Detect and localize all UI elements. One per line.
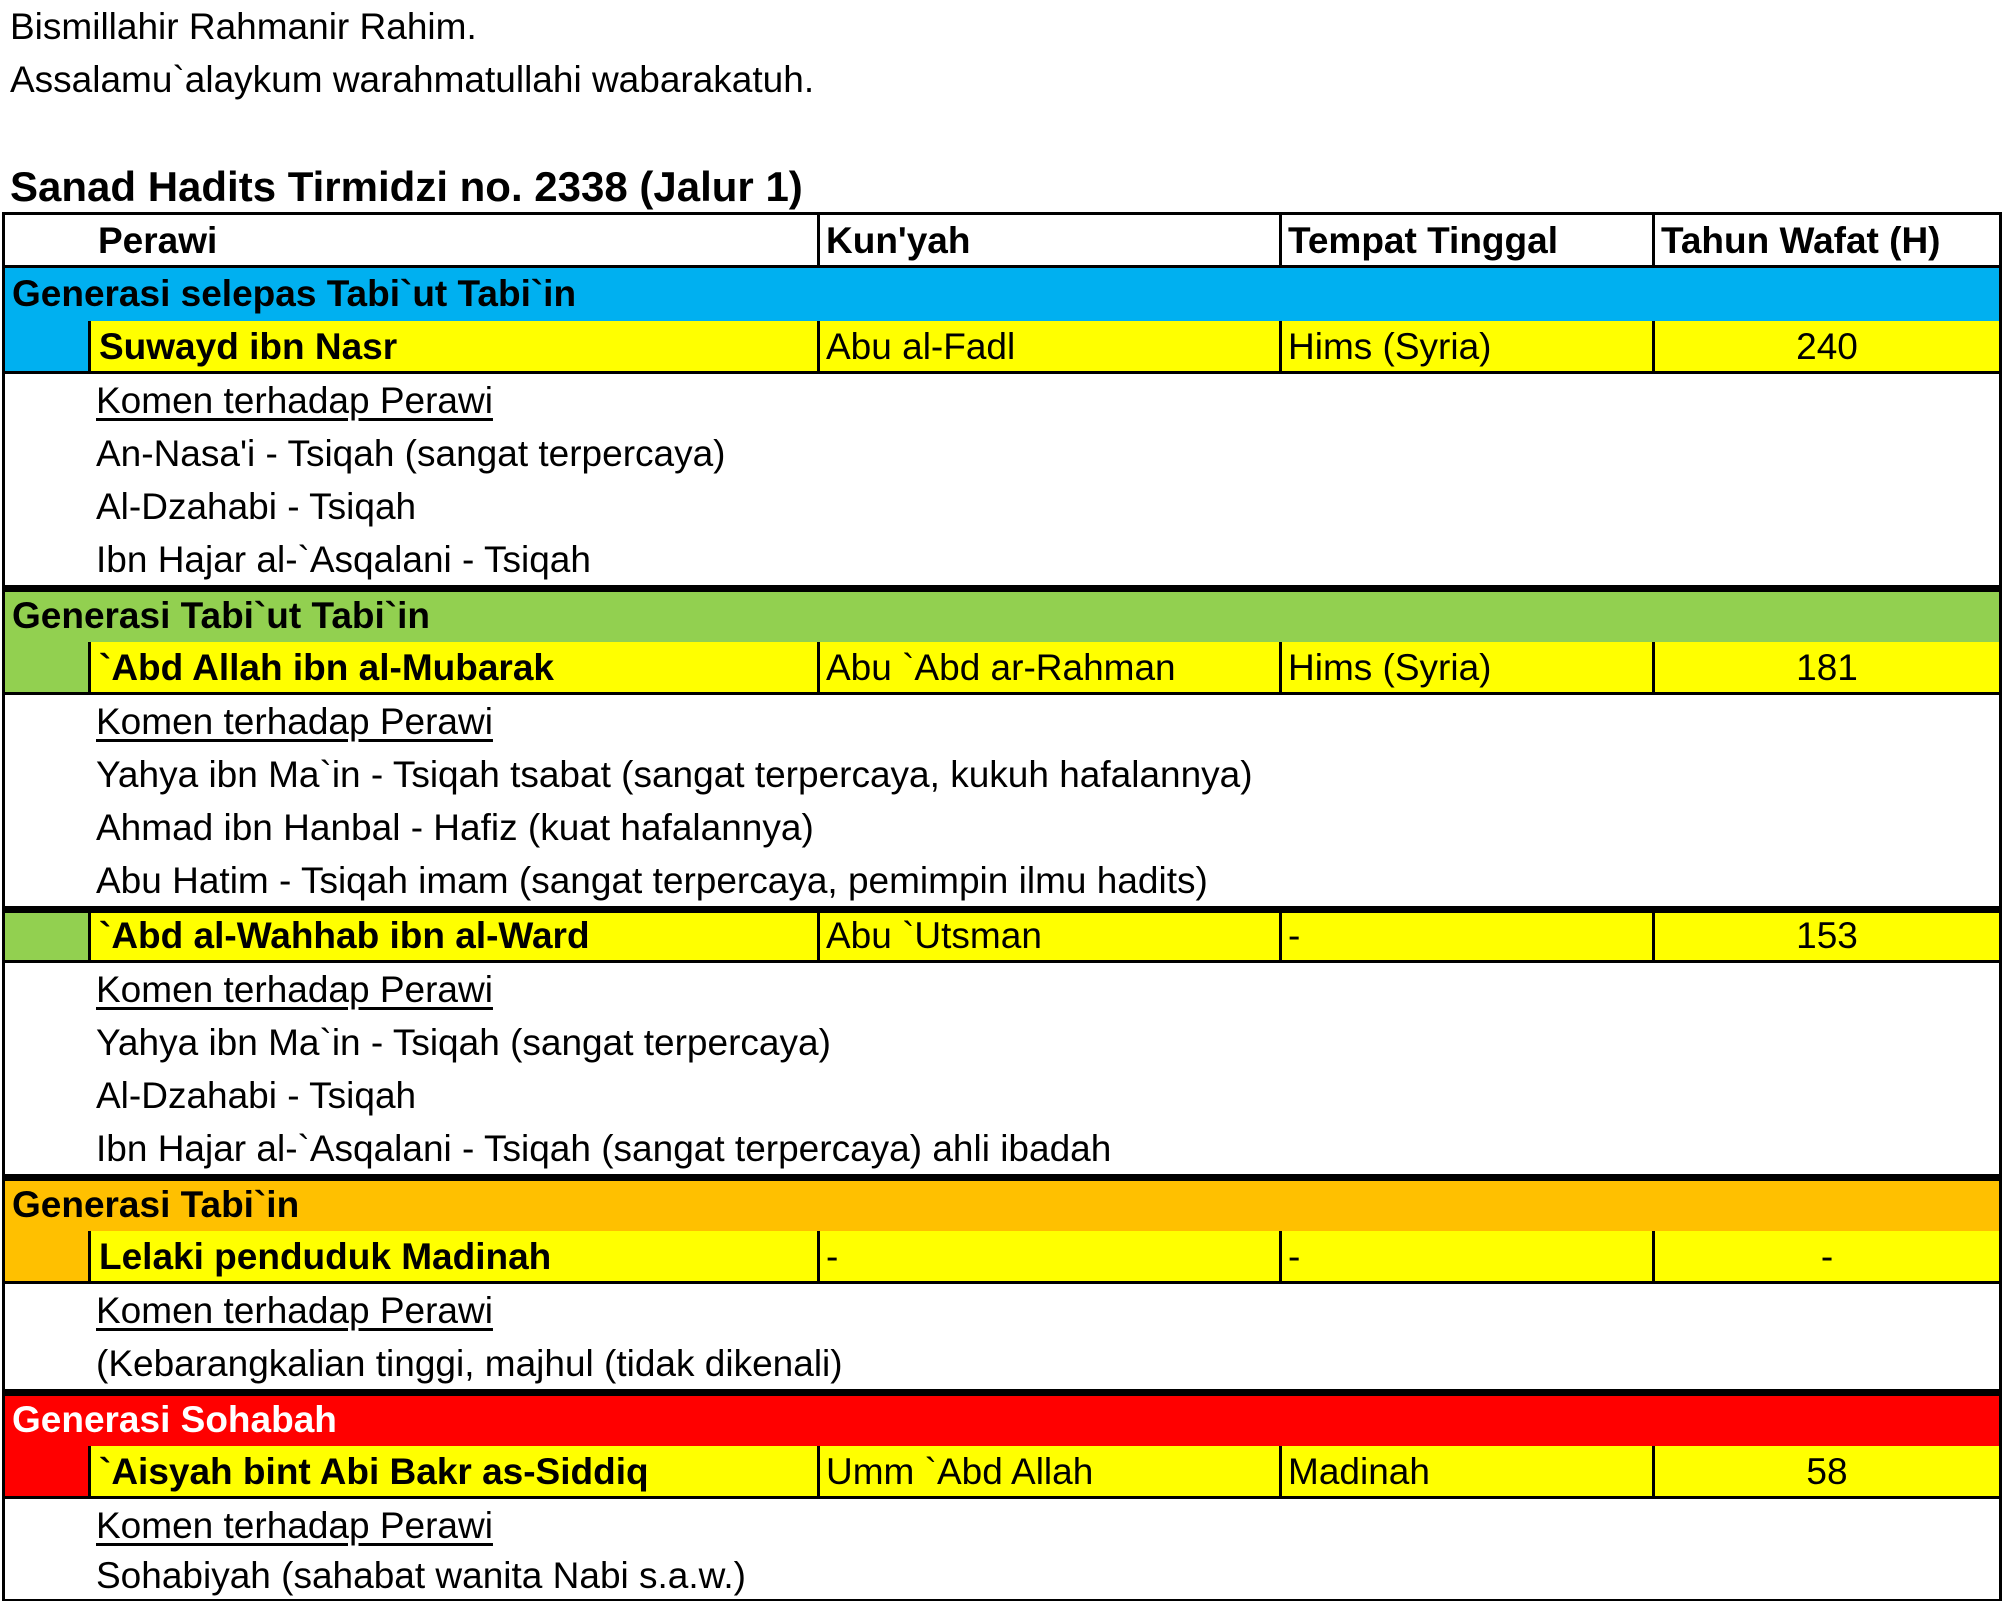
generation-color-swatch: [5, 321, 88, 371]
comment-line: Sohabiyah (sahabat wanita Nabi s.a.w.): [96, 1555, 746, 1596]
narrator-row-aisyah: [5, 1446, 1999, 1499]
narrator-tempat: Hims (Syria): [1282, 321, 1655, 371]
section-divider: [5, 1174, 1999, 1181]
narrator-row-abd-al-wahhab-ibn-al-ward: [5, 913, 1999, 963]
table-header-row: [5, 215, 1999, 268]
comment-line: Al-Dzahabi - Tsiqah: [96, 1075, 417, 1116]
column-header-tempat: Tempat Tinggal: [1282, 215, 1655, 265]
generation-label: Generasi Tabi`in: [12, 1184, 300, 1225]
narrator-kunyah: -: [820, 1231, 1282, 1281]
comment-line: (Kebarangkalian tinggi, majhul (tidak dikenali): [96, 1343, 843, 1384]
narrator-name: `Abd Allah ibn al-Mubarak: [88, 642, 820, 692]
narrator-wafat: -: [1820, 1236, 1834, 1277]
narrator-row-suwayd: [5, 321, 1999, 374]
narrator-row-abd-allah-ibn-al-mubarak: [5, 642, 1999, 695]
narrator-name: Suwayd ibn Nasr: [88, 321, 820, 371]
generation-color-swatch: [5, 1446, 88, 1496]
comment-line: Abu Hatim - Tsiqah imam (sangat terpercaya, pemimpin ilmu hadits): [96, 860, 1208, 901]
greeting-line-2: Assalamu`alaykum warahmatullahi wabarakatuh.: [10, 59, 815, 100]
comment-heading: Komen terhadap Perawi: [96, 1290, 493, 1331]
narrator-row-lelaki-penduduk-madinah: [5, 1231, 1999, 1284]
comment-line: Yahya ibn Ma`in - Tsiqah (sangat terpercaya): [96, 1022, 831, 1063]
narrator-kunyah: Abu `Abd ar-Rahman: [820, 642, 1282, 692]
generation-row-tabiut-tabiin: [5, 592, 1999, 642]
narrator-wafat: 181: [1796, 647, 1858, 688]
generation-color-swatch: [5, 1231, 88, 1281]
narrator-wafat: 153: [1796, 915, 1858, 956]
narrator-kunyah: Abu `Utsman: [820, 913, 1282, 960]
narrator-name: `Abd al-Wahhab ibn al-Ward: [88, 913, 820, 960]
column-header-wafat: Tahun Wafat (H): [1661, 220, 1941, 261]
generation-color-swatch: [5, 913, 88, 960]
generation-label: Generasi selepas Tabi`ut Tabi`in: [12, 273, 577, 314]
comment-line: An-Nasa'i - Tsiqah (sangat terpercaya): [96, 433, 726, 474]
narrator-tempat: Madinah: [1282, 1446, 1655, 1496]
narrator-kunyah: Umm `Abd Allah: [820, 1446, 1282, 1496]
column-header-perawi: Perawi: [90, 215, 820, 265]
narrator-kunyah: Abu al-Fadl: [820, 321, 1282, 371]
comment-line: Al-Dzahabi - Tsiqah: [96, 486, 417, 527]
comment-line: Ibn Hajar al-`Asqalani - Tsiqah: [96, 539, 591, 580]
narrator-tempat: -: [1282, 913, 1655, 960]
comment-heading: Komen terhadap Perawi: [96, 969, 493, 1010]
comment-heading: Komen terhadap Perawi: [96, 380, 493, 421]
section-divider: [5, 1389, 1999, 1396]
generation-color-swatch: [5, 642, 88, 692]
comment-heading: Komen terhadap Perawi: [96, 1505, 493, 1546]
narrator-name: `Aisyah bint Abi Bakr as-Siddiq: [88, 1446, 820, 1496]
comment-heading: Komen terhadap Perawi: [96, 701, 493, 742]
narrator-wafat: 240: [1796, 326, 1858, 367]
column-header-kunyah: Kun'yah: [820, 215, 1282, 265]
comment-line: Ibn Hajar al-`Asqalani - Tsiqah (sangat terpercaya) ahli ibadah: [96, 1128, 1112, 1169]
sanad-table: [2, 212, 2002, 1601]
narrator-tempat: Hims (Syria): [1282, 642, 1655, 692]
generation-row-sohabah: [5, 1396, 1999, 1446]
page-title: Sanad Hadits Tirmidzi no. 2338 (Jalur 1): [10, 163, 803, 210]
comment-line: Yahya ibn Ma`in - Tsiqah tsabat (sangat terpercaya, kukuh hafalannya): [96, 754, 1253, 795]
narrator-name: Lelaki penduduk Madinah: [88, 1231, 820, 1281]
section-divider: [5, 585, 1999, 592]
narrator-tempat: -: [1282, 1231, 1655, 1281]
narrator-wafat: 58: [1806, 1451, 1848, 1492]
comment-line: Ahmad ibn Hanbal - Hafiz (kuat hafalannya): [96, 807, 814, 848]
generation-label: Generasi Tabi`ut Tabi`in: [12, 595, 431, 636]
section-divider: [5, 906, 1999, 913]
generation-row-selepas-tabiut-tabiin: [5, 268, 1999, 321]
greeting-line-1: Bismillahir Rahmanir Rahim.: [10, 6, 477, 47]
generation-label: Generasi Sohabah: [12, 1399, 337, 1440]
generation-row-tabiin: [5, 1181, 1999, 1231]
